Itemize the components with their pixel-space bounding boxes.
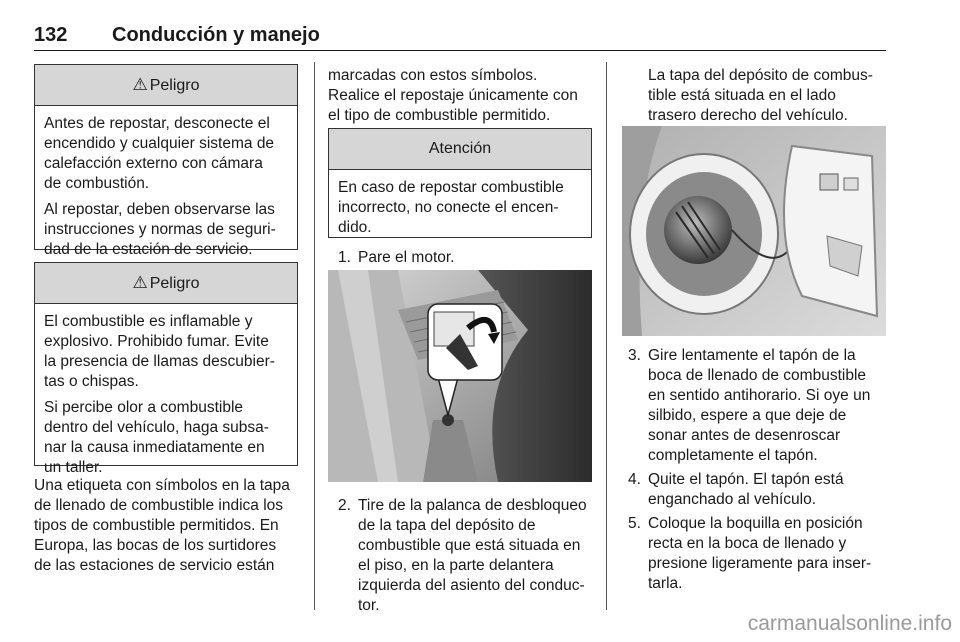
text-line: en sentido antihorario. Si oye un	[648, 387, 871, 404]
text-line: el tipo de combustible permitido.	[328, 107, 551, 124]
text-line: El combustible es inflamable y	[44, 313, 253, 330]
caution-box-body	[329, 170, 591, 238]
warning-box-2-para-2	[44, 398, 288, 478]
caution-box-title: Atención	[428, 140, 492, 157]
text-line: Tire de la palanca de desbloqueo	[358, 497, 587, 514]
text-line: marcadas con estos símbolos.	[328, 67, 538, 84]
text-line: Realice el repostaje únicamente con	[328, 87, 578, 104]
warning-box-1	[34, 64, 298, 258]
text-line: Coloque la boquilla en posición	[648, 515, 863, 532]
text-line: la presencia de llamas descubier-	[44, 353, 275, 370]
warning-box-1-header	[35, 65, 297, 106]
text-line: el piso, en la parte delantera	[358, 557, 554, 574]
text-line: de llenado de combustible indica los	[34, 497, 284, 514]
text-line: Al repostar, deben observarse las	[44, 201, 275, 218]
text-line: encendido y cualquier sistema de	[44, 135, 275, 152]
text-line: completamente el tapón.	[648, 447, 818, 464]
text-line: boca de llenado de combustible	[648, 367, 867, 384]
text-line: enganchado al vehículo.	[648, 491, 817, 508]
warning-box-1-para-2	[44, 200, 288, 260]
step-number: 5.	[628, 515, 641, 532]
text-line: recta en la boca de llenado y	[648, 535, 847, 552]
text-line: tipos de combustible permitidos. En	[34, 517, 279, 534]
text-line: un taller.	[44, 459, 103, 476]
warning-box-2-header	[35, 263, 297, 304]
text-line: Europa, las bocas de los surtidores	[34, 537, 277, 554]
step-1	[338, 248, 598, 268]
text-line: dad de la estación de servicio.	[44, 241, 253, 258]
column-divider-right	[606, 62, 607, 610]
caution-box	[328, 128, 592, 238]
step-3	[628, 346, 888, 466]
text-line: explosivo. Prohibido fumar. Evite	[44, 333, 269, 350]
release-lever-photo	[328, 270, 592, 482]
text-line: de la tapa del depósito de	[358, 517, 536, 534]
text-line: tas o chispas.	[44, 373, 139, 390]
text-line: Una etiqueta con símbolos en la tapa	[34, 477, 290, 494]
text-line: sonar antes de desenroscar	[648, 427, 841, 444]
step-number: 2.	[338, 497, 351, 514]
text-line: La tapa del depósito de combus-	[648, 67, 873, 84]
text-line: instrucciones y normas de seguri-	[44, 221, 276, 238]
text-line: Si percibe olor a combustible	[44, 399, 244, 416]
warning-box-2-title: Peligro	[149, 275, 200, 292]
text-line: Antes de repostar, desconecte el	[44, 115, 270, 132]
col3-intro-text	[648, 66, 888, 126]
text-line: dido.	[338, 219, 372, 236]
text-line: dentro del vehículo, haga subsa-	[44, 419, 269, 436]
text-line: presione ligeramente para inser-	[648, 555, 872, 572]
text-line: Quite el tapón. El tapón está	[648, 471, 844, 488]
text-line: izquierda del asiento del conduc-	[358, 577, 585, 594]
release-lever-illustration	[328, 270, 592, 482]
column-divider-left	[314, 62, 315, 610]
step-4	[628, 470, 888, 510]
fuel-cap-illustration	[622, 126, 886, 336]
text-line: Gire lentamente el tapón de la	[648, 347, 856, 364]
warning-triangle-icon: ⚠	[132, 273, 148, 292]
text-line: combustible que está situada en	[358, 537, 581, 554]
watermark-text: carmanualsonline.info	[747, 612, 952, 635]
step-5	[628, 514, 888, 594]
text-line: tible está situada en el lado	[648, 87, 836, 104]
step-number: 3.	[628, 347, 641, 364]
page-header	[34, 22, 886, 51]
text-line: En caso de repostar combustible	[338, 179, 564, 196]
warning-box-2-para-1	[44, 312, 288, 392]
section-title: Conducción y manejo	[112, 24, 320, 46]
text-line: de las estaciones de servicio están	[34, 557, 275, 574]
text-line: tarla.	[648, 575, 683, 592]
text-line: incorrecto, no conecte el encen-	[338, 199, 559, 216]
text-line: nar la causa inmediatamente en	[44, 439, 265, 456]
fuel-cap-photo	[622, 126, 886, 336]
warning-box-1-body	[35, 106, 297, 260]
text-line: silbido, espere a que deje de	[648, 407, 847, 424]
col2-intro-text	[328, 66, 598, 126]
text-line: trasero derecho del vehículo.	[648, 107, 848, 124]
col1-body-text	[34, 476, 304, 576]
step-number: 1.	[338, 249, 351, 266]
page-number: 132	[34, 24, 68, 46]
caution-box-header	[329, 129, 591, 170]
warning-box-2-body	[35, 304, 297, 478]
warning-box-1-title: Peligro	[149, 77, 200, 94]
warning-box-2	[34, 262, 298, 476]
warning-triangle-icon: ⚠	[132, 75, 148, 94]
text-line: de combustión.	[44, 175, 150, 192]
text-line: calefacción externo con cámara	[44, 155, 263, 172]
text-line: Pare el motor.	[358, 249, 455, 266]
text-line: tor.	[358, 597, 380, 614]
warning-box-1-para-1	[44, 114, 288, 194]
step-number: 4.	[628, 471, 641, 488]
step-2	[338, 496, 598, 616]
